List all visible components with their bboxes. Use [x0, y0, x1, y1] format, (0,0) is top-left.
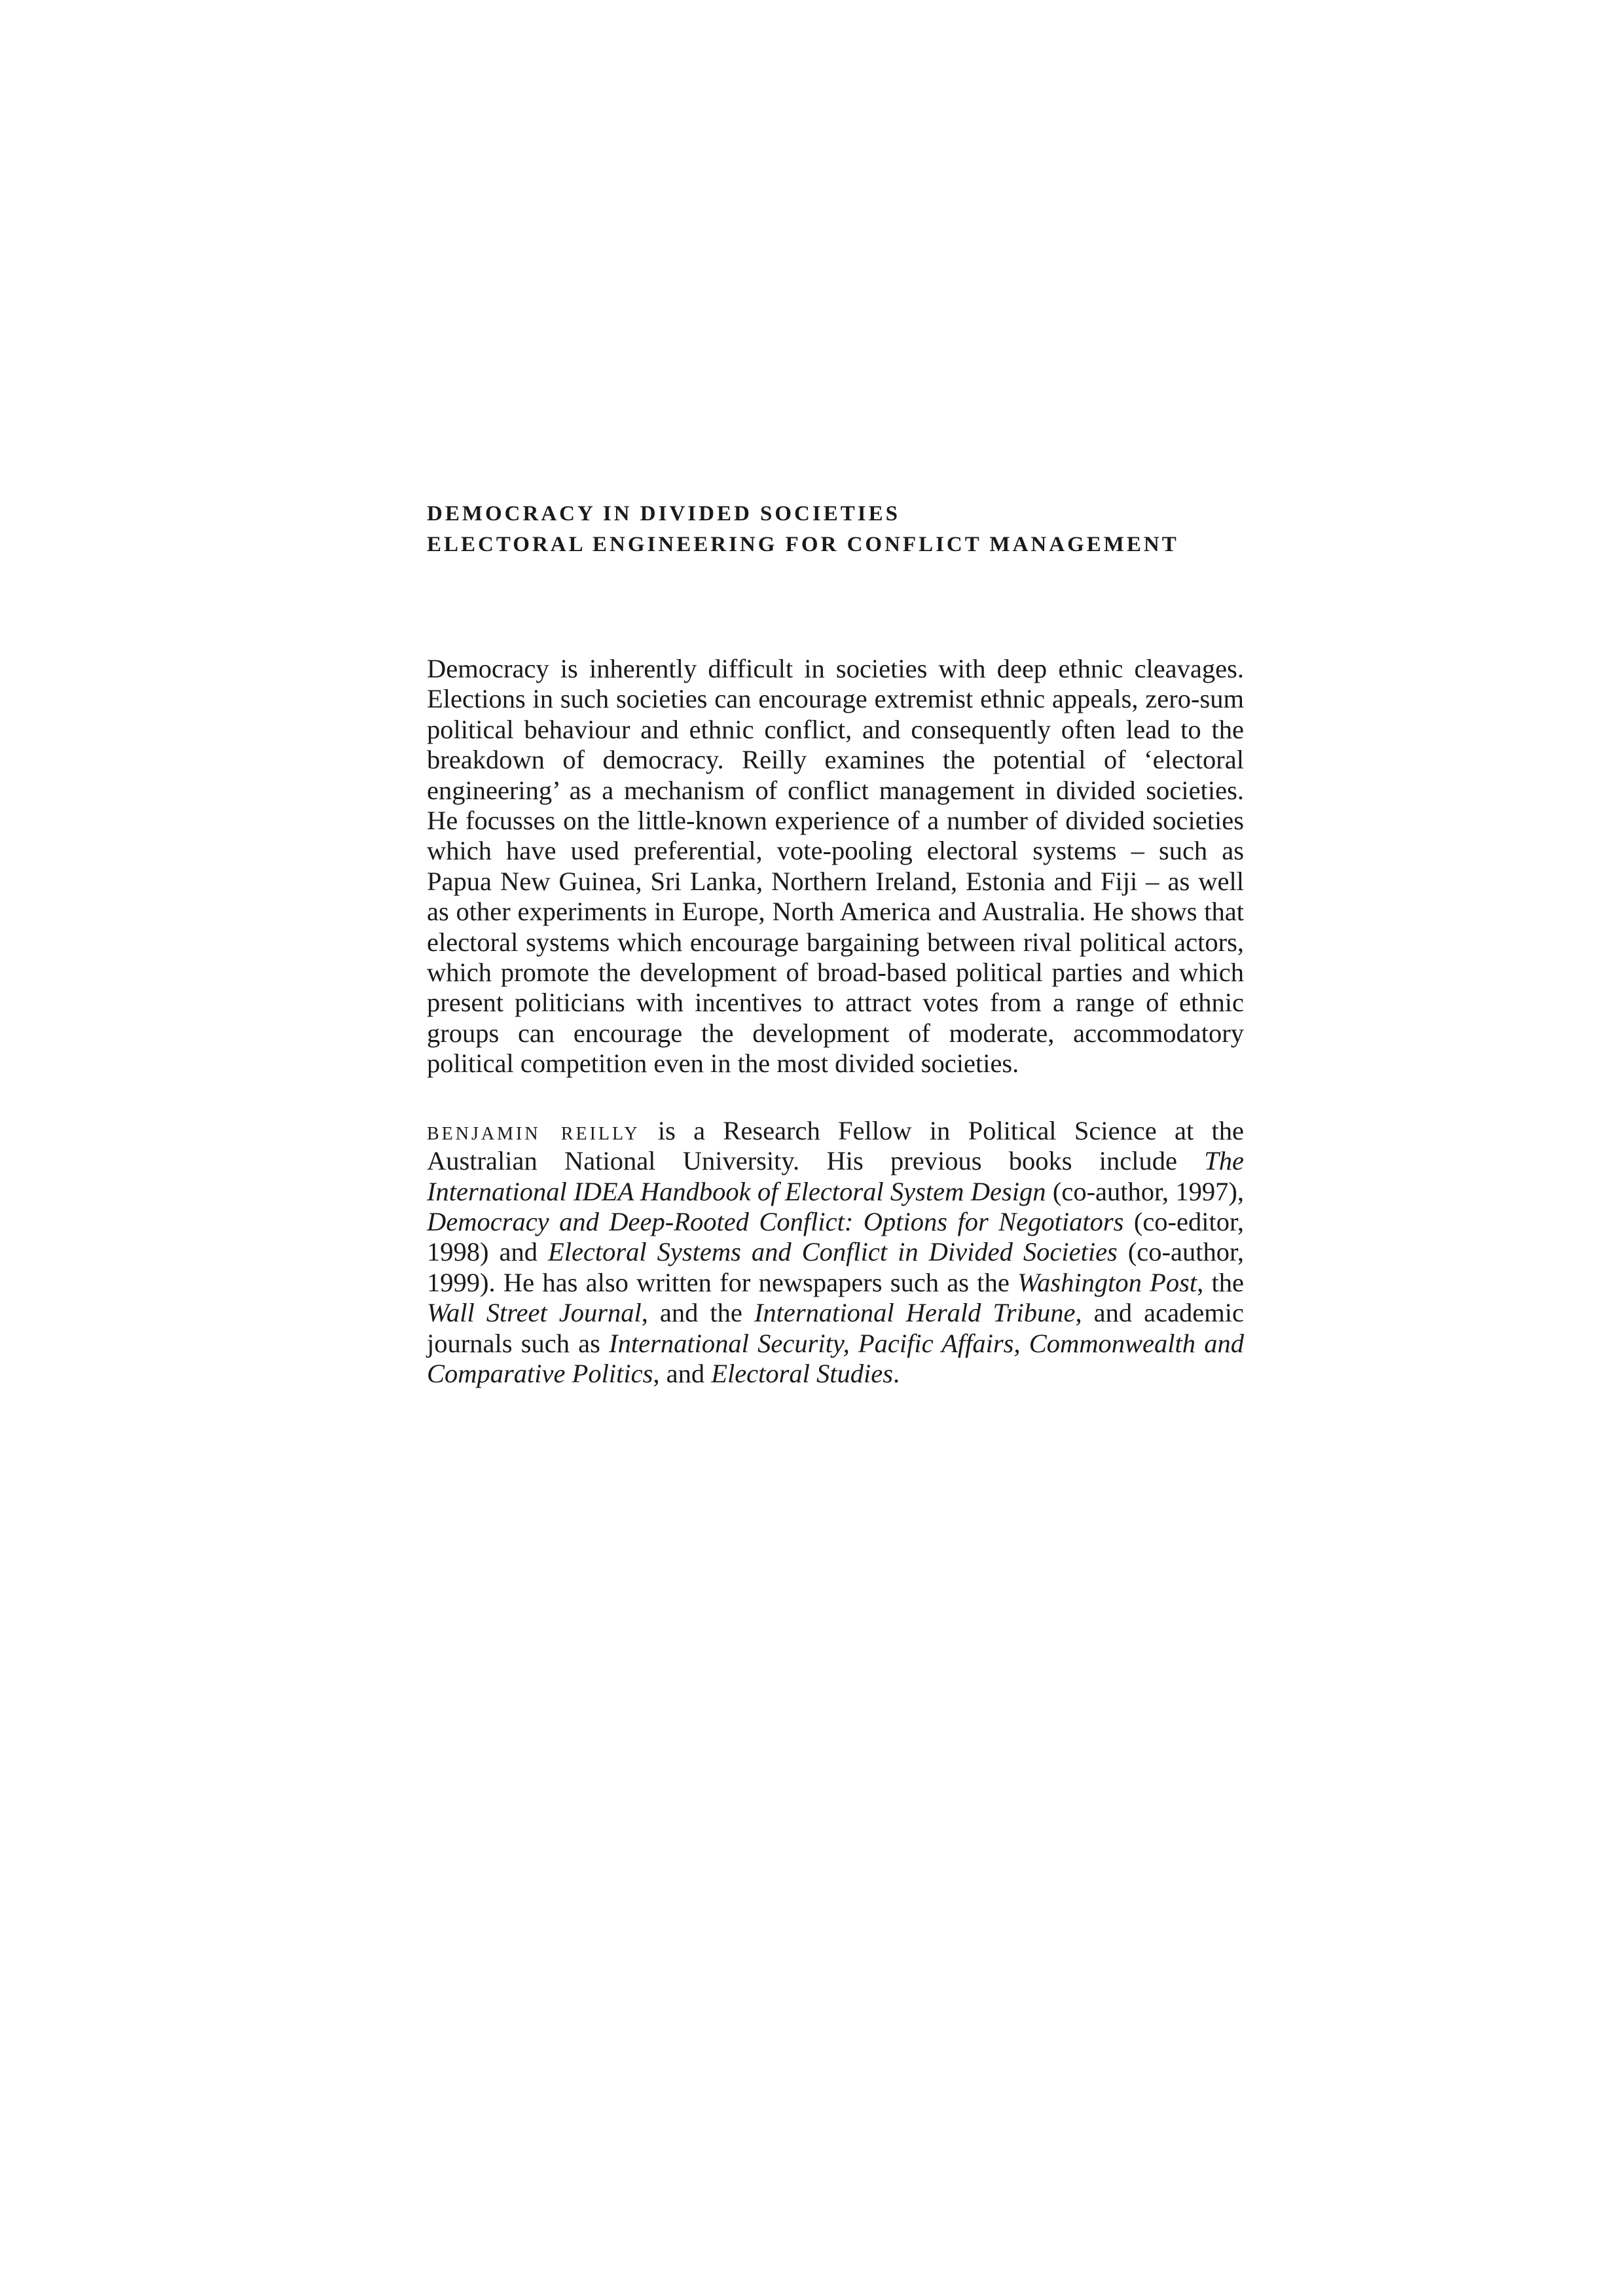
newspaper-title: Wall Street Journal: [427, 1298, 642, 1328]
bio-text-segment: (co-editor, 1998) and: [427, 1206, 1245, 1267]
book-title-reference: Democracy and Deep-Rooted Conflict: Options for Negotiators: [427, 1206, 1124, 1236]
journal-titles: International Security, Pacific Affairs, Commonwealth and Comparative Politics: [427, 1328, 1244, 1388]
newspaper-title: Washington Post: [1017, 1267, 1197, 1297]
journal-title: Electoral Studies: [711, 1358, 894, 1388]
bio-text-segment: .: [893, 1358, 900, 1388]
book-description: Democracy is inherently difficult in societies with deep ethnic cleavages. Elections in such societies can encourage extremist ethnic appeals, zero-sum political behaviour and ethnic conflict, and consequently often lead to the breakdown of democracy. Reilly examines the potential of ‘electoral engineering’ as a mechanism of conflict management in divided societies. He focusses on the little-known experience of a number of divided societies which have used preferential, vote-pooling electoral systems – such as Papua New Guinea, Sri Lanka, Northern Ireland, Estonia and Fiji – as well as other experiments in Europe, North America and Australia. He shows that electoral systems which encourage bargaining between rival political actors, which promote the development of broad-based political parties and which present politicians with incentives to attract votes from a range of ethnic groups can encourage the development of moderate, accommodatory political competition even in the most divided societies.: [427, 654, 1244, 1079]
newspaper-title: International Herald Tribune: [754, 1298, 1076, 1328]
bio-text-segment: (co-author, 1999). He has also written for newspapers such as the: [427, 1237, 1244, 1297]
bio-text-segment: , and the: [641, 1298, 754, 1328]
book-title-reference: The International IDEA Handbook of Electoral System Design: [427, 1146, 1244, 1206]
book-title-line-1: DEMOCRACY IN DIVIDED SOCIETIES: [427, 502, 900, 526]
bio-text-segment: , the: [1197, 1267, 1244, 1297]
author-name: benjamin reilly: [427, 1115, 640, 1145]
bio-text-segment: (co-author, 1997),: [1046, 1176, 1244, 1206]
bio-text-segment: is a Research Fellow in Political Science at the Australian National University. His previous books include: [427, 1115, 1244, 1176]
bio-text-segment: , and academic journals such as: [427, 1298, 1245, 1358]
book-subtitle-line-2: ELECTORAL ENGINEERING FOR CONFLICT MANAGEMENT: [427, 533, 1179, 556]
bio-text-segment: , and: [653, 1358, 712, 1388]
author-biography: [427, 1116, 1244, 1390]
book-title-reference: Electoral Systems and Conflict in Divided Societies: [547, 1237, 1118, 1267]
text-block: [427, 499, 1244, 1389]
book-title: [427, 499, 1244, 560]
